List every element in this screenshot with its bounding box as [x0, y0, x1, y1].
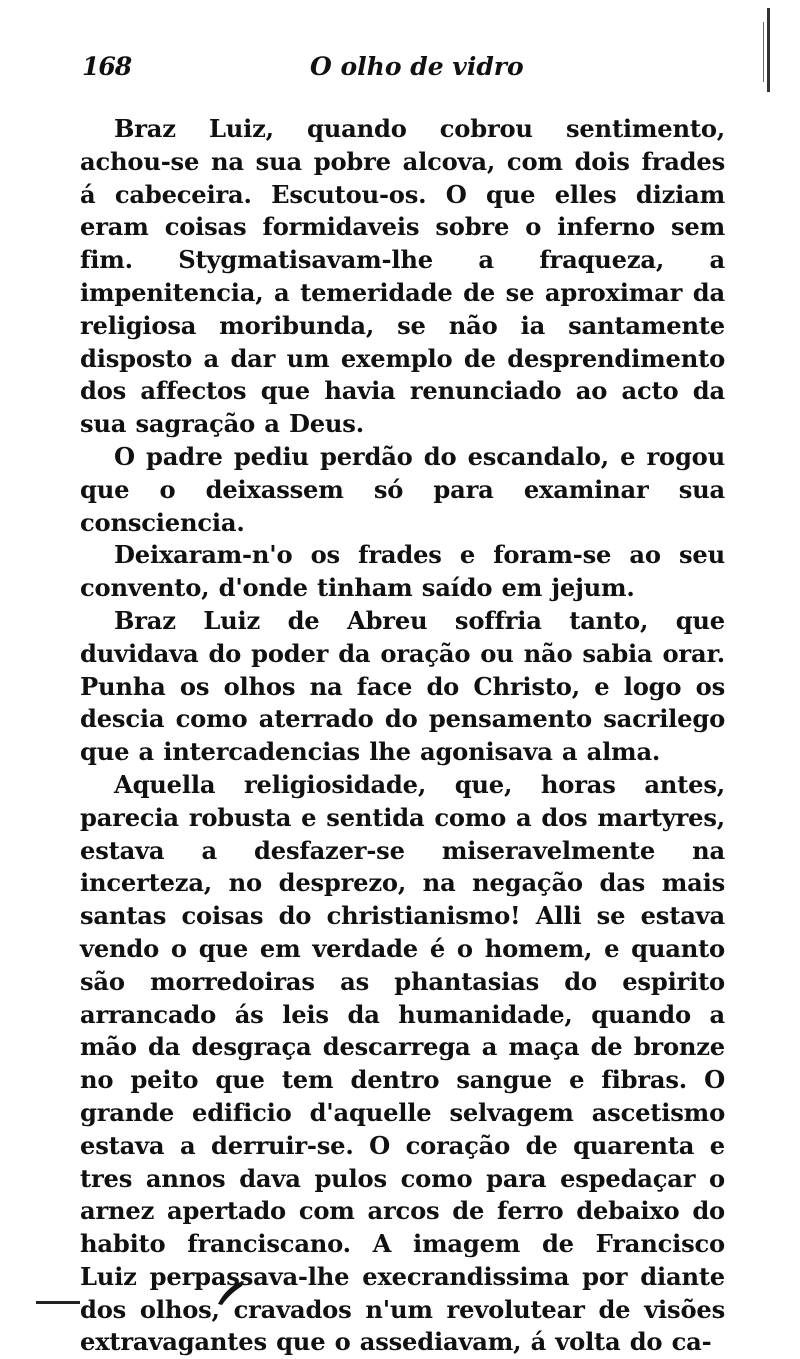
paragraph: O padre pediu perdão do escandalo, e rogou que o deixassem só para examinar sua consciencia. — [80, 441, 725, 537]
scan-artifact-blot — [216, 1280, 246, 1306]
paragraph: Aquella religiosidade, que, horas antes, parecia robusta e sentida como a dos martyres, estava a desfazer-se miseravelmente na incerteza, no desprezo, na negação das mais santas coisas do christianismo! Alli se estava vendo o que em verdade é o homem, e quanto são morredoiras as phantasias do espirito arrancado ás leis da humanidade, quando a mão da desgraça descarrega a maça de bronze no peito que tem dentro sangue e fibras. O grande edificio d'aquelle selvagem ascetismo estava a derruir-se. O coração de quarenta e tres annos dava pulos como para espedaçar o arnez apertado com arcos de ferro debaixo do habito franciscano. A imagem de Francisco Luiz perpassava-lhe execrandissima por diante dos olhos, cravados n'um revolutear de visões extravagantes que o assediavam, á volta do ca- — [80, 769, 725, 1357]
paragraph: Braz Luiz, quando cobrou sentimento, achou-se na sua pobre alcova, com dois frades á cabeceira. Escutou-os. O que elles diziam eram coisas formidaveis sobre o inferno sem fim. Stygmatisavam-lhe a fraqueza, a impenitencia, a temeridade de se aproximar da religiosa moribunda, se não ia santamente disposto a dar um exemplo de desprendimento dos affectos que havia renunciado ao acto da sua sagração a Deus. — [80, 114, 725, 439]
scan-artifact-dash — [36, 1301, 80, 1304]
scan-edge-mark — [767, 8, 770, 92]
page-number: 168 — [82, 52, 132, 81]
page-header — [80, 52, 730, 92]
body-text — [80, 113, 725, 1359]
running-title: O olho de vidro — [310, 52, 524, 81]
paragraph: Deixaram-n'o os frades e foram-se ao seu convento, d'onde tinham saído em jejum. — [80, 540, 725, 603]
paragraph: Braz Luiz de Abreu soffria tanto, que duvidava do poder da oração ou não sabia orar. Punha os olhos na face do Christo, e logo os descia como aterrado do pensamento sacrilego que a intercadencias lhe agonisava a alma. — [80, 605, 725, 767]
scan-edge-mark-thin — [763, 22, 764, 82]
